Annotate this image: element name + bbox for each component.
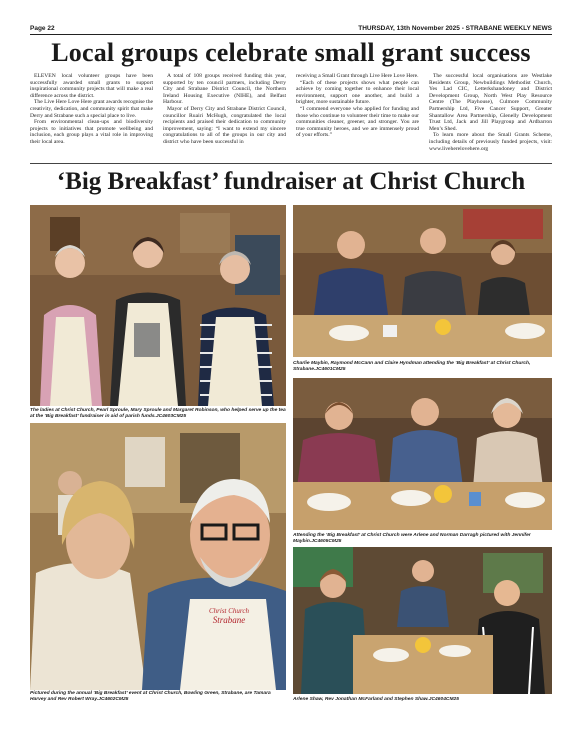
paragraph: “Each of these projects shows what people can achieve by coming together to enhance their local environment, support one another, and build a brighter, more sustainable future. xyxy=(296,79,419,106)
top-rule xyxy=(30,34,552,35)
paragraph: A total of 108 groups received funding this year, supported by ten council partners, including Derry City and Strabane District Council, the Northern Ireland Housing Executive (NIHE), and Belfast Harbour. xyxy=(163,73,286,106)
apron-line-1: Christ Church xyxy=(209,607,249,615)
column-2 xyxy=(163,73,286,146)
page-number: Page 22 xyxy=(30,25,55,32)
paragraph: ELEVEN local volunteer groups have been successfully awarded small grants to support inspirational community projects that will make a real difference across the district. xyxy=(30,73,153,99)
column-1 xyxy=(30,73,153,146)
photo-darragh-maybin xyxy=(293,378,552,530)
photo-tea-ladies xyxy=(30,205,286,406)
apron-line-2: Strabane xyxy=(212,615,246,625)
article-headline-grants: Local groups celebrate small grant success xyxy=(51,38,531,67)
photo-maybin-mccann-hyndman xyxy=(293,205,552,357)
column-4 xyxy=(429,73,552,152)
caption-photo-2: Pictured during the annual ‘Big Breakfast’ event at Christ Church, Bowling Green, Strabane, are Tamara Harvey and Rev Robert Wray.JC4602CM25 xyxy=(30,691,271,702)
paragraph: Mayor of Derry City and Strabane District Council, councillor Ruairi McHugh, congratulated the local recipients and praised their dedication to community improvement, saying: “I want to extend my sincere congratulations to all of the groups in our city and district who have been successful in xyxy=(163,105,286,145)
caption-photo-3: Charlie Maybin, Raymond McCann and Claire Hyndman attending the ‘Big Breakfast’ at Christ Church, Strabane.JC4601CM25 xyxy=(293,361,531,372)
paragraph: The successful local organisations are Westlake Residents Group, Newbuildings Methodist Church, Yes Lad CIC, Letterkshandoney and District Development Group, North West Play Resource Centre (The Playhouse), Culmore Community Partnership Ltd, Five Cancer Support, Greater Shantallow Area Partnership, Glenelly Development Trust Ltd, Jack and Jill Playgroup and Ardbarron Men’s Shed. xyxy=(429,73,552,132)
article-headline-breakfast: ‘Big Breakfast’ fundraiser at Christ Church xyxy=(56,168,526,195)
paragraph: To learn more about the Small Grants Scheme, including details of previously funded projects, visit: www.liveherelovehere.org xyxy=(429,132,552,152)
paragraph: “I commend everyone who applied for funding and those who continue to volunteer their time to make our communities cleaner, greener, and stronger. You are true community heroes, and we are immensely proud of your efforts.” xyxy=(296,105,419,139)
photo-shaw-mcfarland xyxy=(293,547,552,694)
caption-photo-4: Attending the ‘Big Breakfast’ at Christ Church were Arlene and Norman Darragh pictured with Jennifer Maybin.JC4605CM25 xyxy=(293,533,531,544)
apron-print xyxy=(194,607,264,625)
paragraph: The Live Here Love Here grant awards recognise the creativity, dedication, and community spirit that make Derry and Strabane such a special place to live. xyxy=(30,99,153,119)
paragraph: receiving a Small Grant through Live Here Love Here. xyxy=(296,73,419,79)
column-3 xyxy=(296,73,419,139)
dateline: THURSDAY, 13th November 2025 - STRABANE WEEKLY NEWS xyxy=(358,25,552,32)
paragraph: From environmental clean-ups and biodiversity projects to initiatives that promote wellbeing and inclusion, each group plays a vital role in improving their local area. xyxy=(30,119,153,145)
section-rule xyxy=(30,163,552,164)
caption-photo-1: The ladies at Christ Church, Pearl Sproule, Mary Sproule and Margaret Robinson, who helped serve up the tea at the ‘Big Breakfast’ fundraiser in aid of parish funds.JC4603CM25 xyxy=(30,408,286,419)
caption-photo-5: Arlene Shaw, Rev Jonathan McFarland and Stephen Shaw.JC4604CM25 xyxy=(293,697,459,702)
article-body-grants xyxy=(30,73,552,159)
photo-harvey-wray xyxy=(30,423,286,690)
